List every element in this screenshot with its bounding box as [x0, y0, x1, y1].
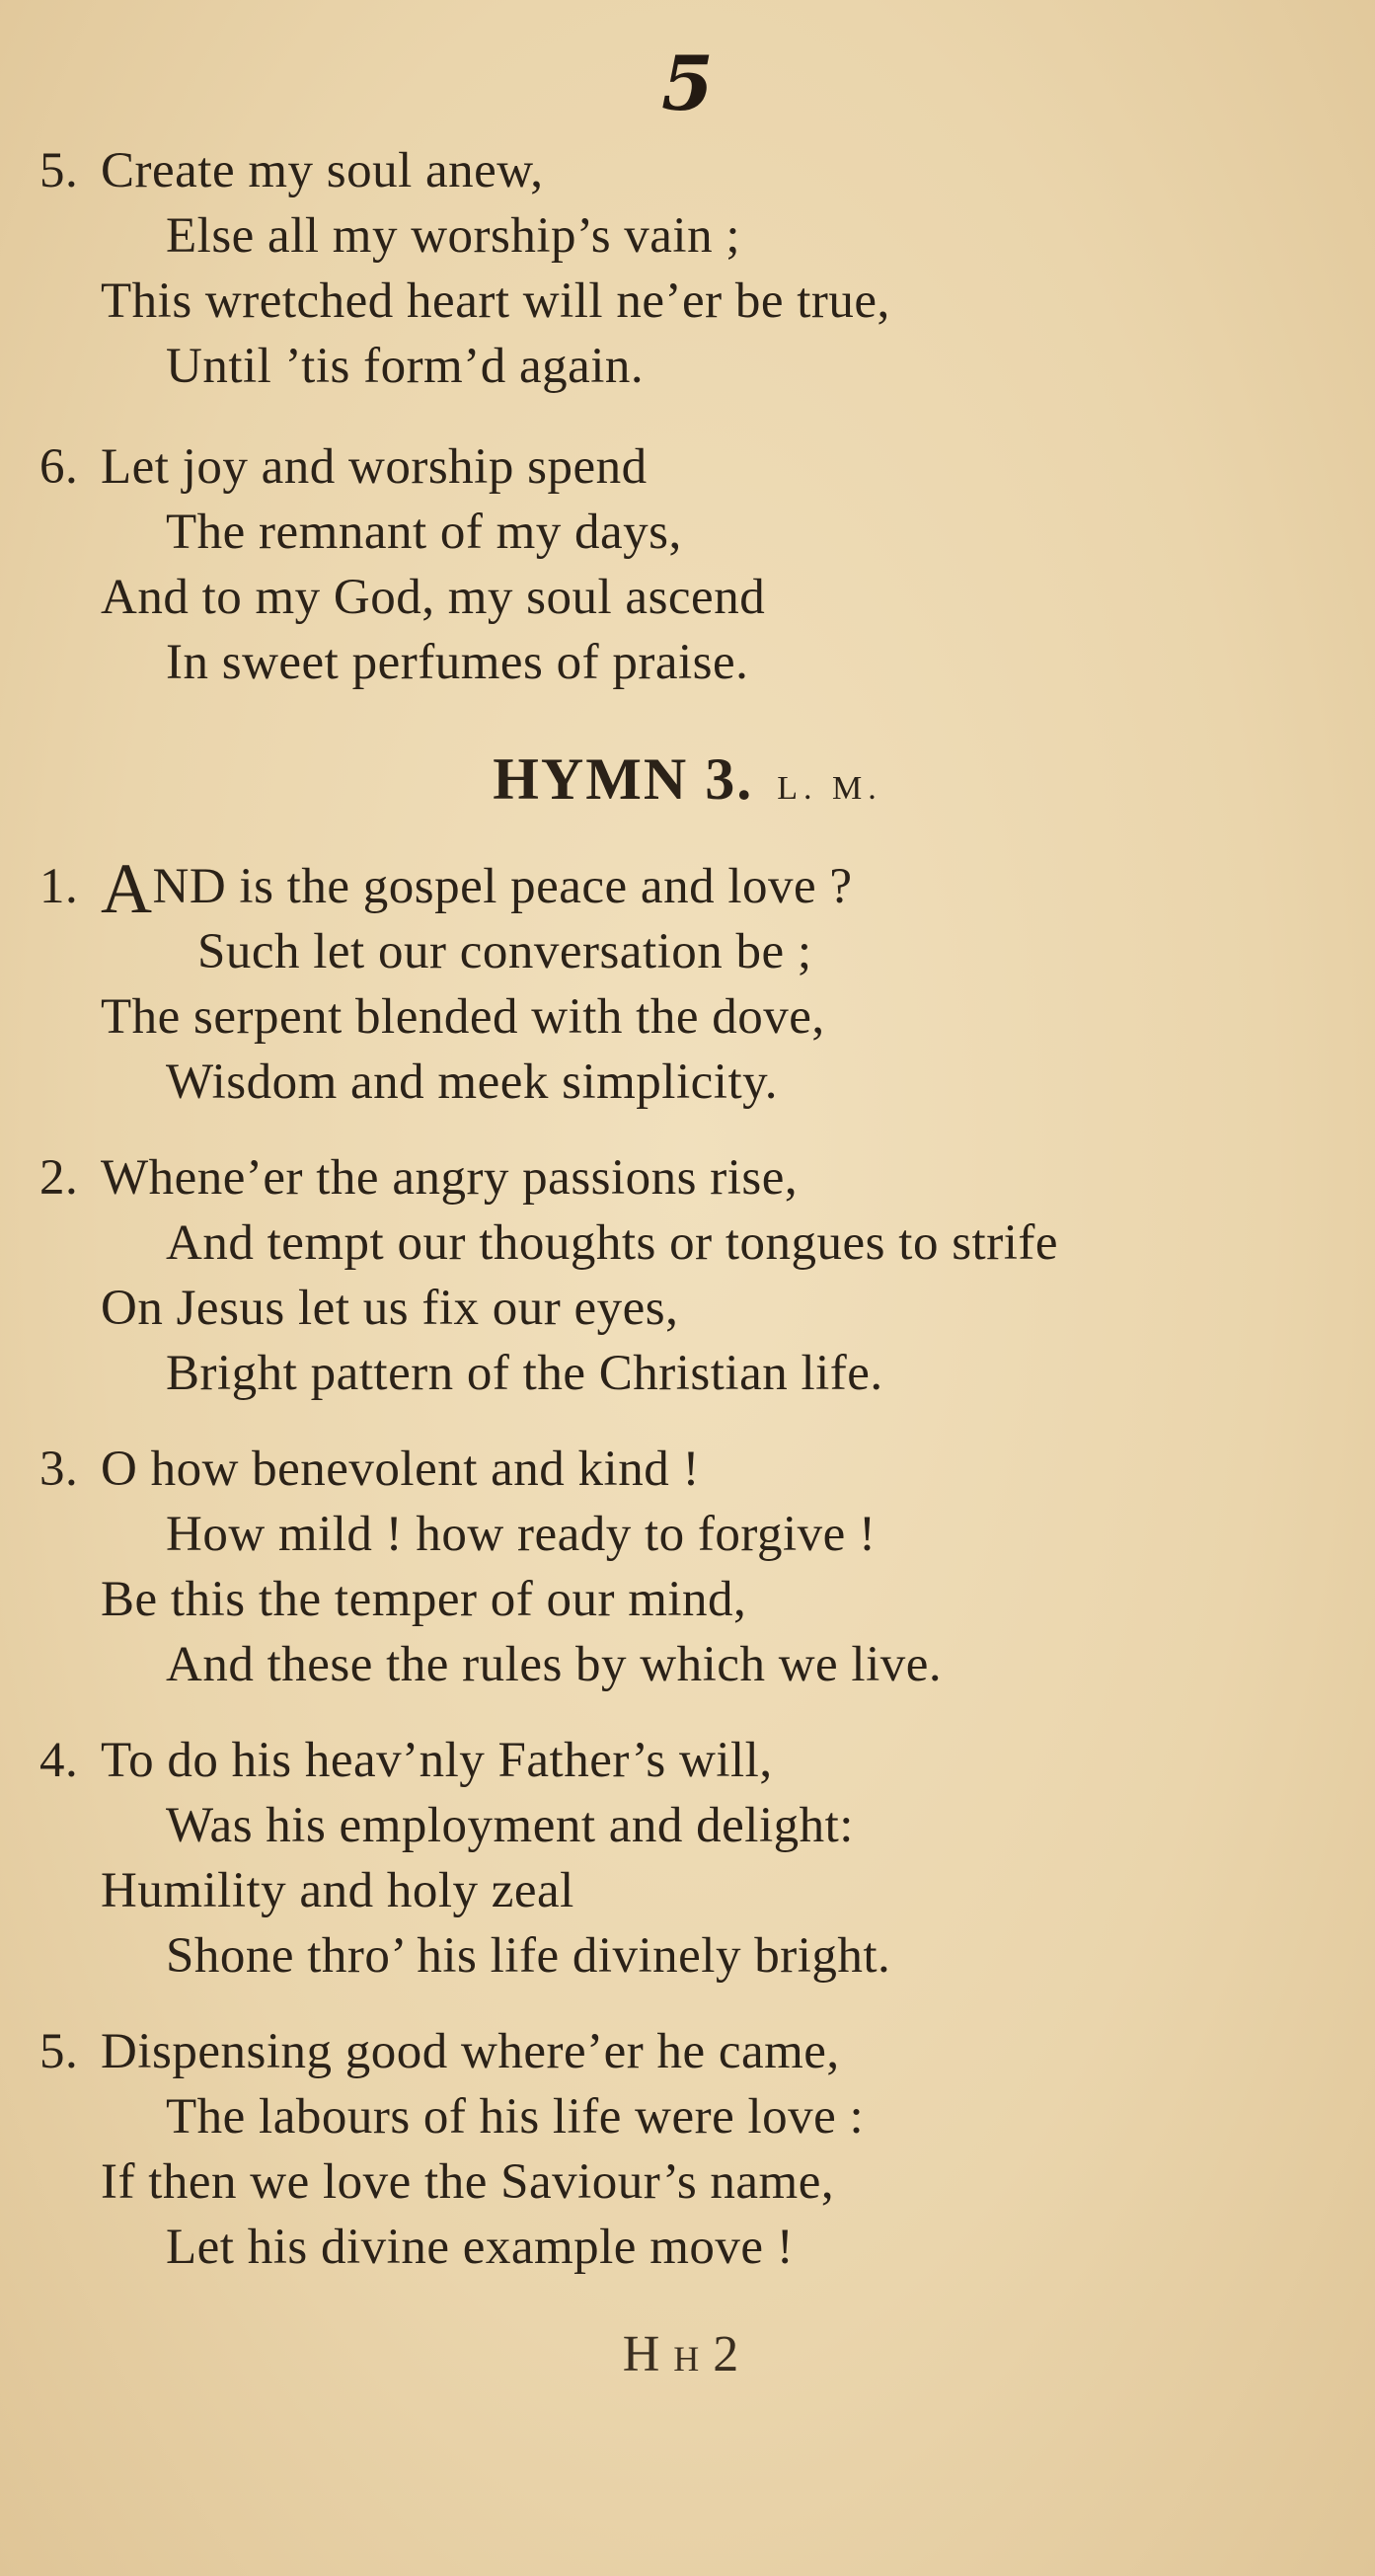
stanza-line: Such let our conversation be ;	[197, 924, 812, 979]
hymn-stanza-4	[39, 1728, 1352, 1989]
hymn-title	[0, 745, 1375, 814]
stanza-line: The remnant of my days,	[166, 505, 682, 560]
stanza-line: Be this the temper of our mind,	[101, 1572, 747, 1627]
stanza-line: 4. To do his heav’nly Father’s will,	[39, 1728, 1352, 1793]
stanza-number: 4.	[39, 1733, 79, 1788]
stanza-line: On Jesus let us fix our eyes,	[101, 1281, 679, 1336]
stanza-number: 3.	[39, 1442, 79, 1497]
stanza-line: Shone thro’ his life divinely bright.	[166, 1928, 891, 1984]
hymn-meter: L. M.	[777, 770, 882, 807]
hymn-stanza-1	[39, 849, 1352, 1115]
stanza-line: Humility and holy zeal	[101, 1863, 574, 1918]
stanza-line: 1. AND is the gospel peace and love ?	[39, 849, 853, 928]
stanza-number: 5.	[39, 143, 79, 198]
stanza-line: How mild ! how ready to forgive !	[166, 1507, 877, 1562]
stanza-line: The labours of his life were love :	[166, 2089, 865, 2145]
stanza-line: And these the rules by which we live.	[166, 1637, 943, 1692]
stanza-line: This wretched heart will ne’er be true,	[101, 273, 890, 329]
stanza-line: Was his employment and delight:	[166, 1798, 854, 1853]
stanza-line: Until ’tis form’d again.	[166, 339, 645, 394]
stanza-top-6	[39, 434, 1352, 695]
stanza-line: Bright pattern of the Christian life.	[166, 1346, 883, 1401]
stanza-line: 5. Dispensing good where’er he came,	[39, 2019, 1352, 2084]
stanza-line: 6. Let joy and worship spend	[39, 434, 1352, 500]
stanza-number: 6.	[39, 439, 79, 495]
stanza-line: Wisdom and meek simplicity.	[166, 1054, 779, 1110]
stanza-top-5	[39, 138, 1352, 399]
stanza-number: 2.	[39, 1150, 79, 1206]
hymn-stanza-2	[39, 1145, 1352, 1406]
stanza-number: 1.	[39, 859, 79, 914]
stanza-line: 3. O how benevolent and kind !	[39, 1437, 1352, 1502]
hymn-stanza-5	[39, 2019, 1352, 2280]
drop-cap: A	[101, 849, 153, 928]
hymn-stanza-3	[39, 1437, 1352, 1697]
stanza-line: In sweet perfumes of praise.	[166, 635, 749, 690]
stanza-line: Else all my worship’s vain ;	[166, 208, 741, 264]
stanza-line: The serpent blended with the dove,	[101, 989, 825, 1045]
stanza-line: And to my God, my soul ascend	[101, 570, 766, 625]
stanza-line: 2. Whene’er the angry passions rise,	[39, 1145, 1352, 1210]
signature-mark: HH2	[622, 2326, 753, 2382]
page-number: 5	[661, 39, 714, 127]
hymn-title-text: HYMN 3.	[493, 746, 754, 812]
stanza-line: And tempt our thoughts or tongues to strife	[166, 1215, 1058, 1271]
stanza-line: Let his divine example move !	[166, 2220, 795, 2275]
stanza-line: 5. Create my soul anew,	[39, 138, 1352, 203]
stanza-line: If then we love the Saviour’s name,	[101, 2154, 835, 2210]
stanza-number: 5.	[39, 2024, 79, 2079]
